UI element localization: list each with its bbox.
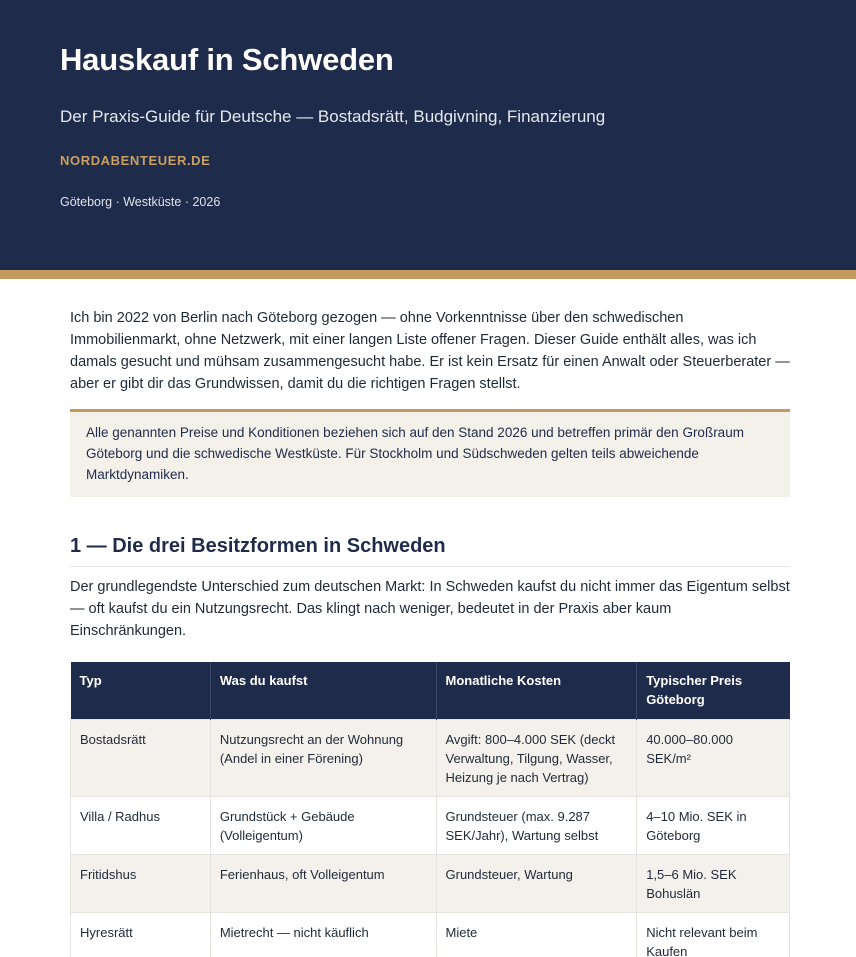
table-cell: Nutzungsrecht an der Wohnung (Andel in einer Förening) (210, 720, 436, 797)
table-cell: 4–10 Mio. SEK in Göteborg (637, 797, 790, 855)
page-subtitle: Der Praxis-Guide für Deutsche — Bostadsrätt, Budgivning, Finanzierung (60, 107, 606, 126)
info-note (70, 409, 790, 497)
table-header-cell: Typ (71, 662, 211, 720)
page-header (0, 0, 856, 270)
table-row (71, 720, 790, 797)
table-cell: Grundsteuer, Wartung (436, 855, 637, 913)
table-header-cell: Was du kaufst (210, 662, 436, 720)
ownership-table (70, 662, 790, 957)
table-row (71, 855, 790, 913)
info-note-text: Alle genannten Preise und Konditionen beziehen sich auf den Stand 2026 und betreffen primär den Großraum Göteborg und die schwedische Westküste. Für Stockholm und Südschweden gelten teils abweichende Marktdynamiken. (86, 425, 744, 482)
table-header-cell: Typischer Preis Göteborg (637, 662, 790, 720)
main-content (0, 279, 856, 957)
table-header-cell: Monatliche Kosten (436, 662, 637, 720)
table-cell: Villa / Radhus (71, 797, 211, 855)
table-cell: Avgift: 800–4.000 SEK (deckt Verwaltung, Tilgung, Wasser, Heizung je nach Vertrag) (436, 720, 637, 797)
header-divider (0, 270, 856, 279)
table-cell: Miete (436, 913, 637, 957)
table-cell: 1,5–6 Mio. SEK Bohuslän (637, 855, 790, 913)
page-title: Hauskauf in Schweden (60, 42, 394, 77)
table-cell: Bostadsrätt (71, 720, 211, 797)
table-cell: 40.000–80.000 SEK/m² (637, 720, 790, 797)
table-cell: Grundsteuer (max. 9.287 SEK/Jahr), Wartung selbst (436, 797, 637, 855)
table-cell: Ferienhaus, oft Volleigentum (210, 855, 436, 913)
brand-link[interactable]: NORDABENTEUER.DE (60, 153, 211, 168)
table-cell: Grundstück + Gebäude (Volleigentum) (210, 797, 436, 855)
table-cell: Hyresrätt (71, 913, 211, 957)
section-lead: Der grundlegendste Unterschied zum deutschen Markt: In Schweden kaufst du nicht immer das Eigentum selbst — oft kaufst du ein Nutzungsrecht. Das klingt nach weniger, bedeutet in der Praxis aber kaum Einschränkungen. (70, 579, 790, 639)
intro-paragraph: Ich bin 2022 von Berlin nach Göteborg gezogen — ohne Vorkenntnisse über den schwedischen Immobilienmarkt, ohne Netzwerk, mit einer langen Liste offener Fragen. Dieser Guide enthält alles, was ich damals gesucht und mühsam zusammengesucht habe. Er ist kein Ersatz für einen Anwalt oder Steuerberater — aber er gibt dir das Grundwissen, damit du die richtigen Fragen stellst. (70, 310, 790, 392)
table-cell: Fritidshus (71, 855, 211, 913)
table-cell: Nicht relevant beim Kaufen (637, 913, 790, 957)
table-header-row (71, 662, 790, 720)
location-meta: Göteborg · Westküste · 2026 (60, 195, 221, 209)
table-cell: Mietrecht — nicht käuflich (210, 913, 436, 957)
table-row (71, 913, 790, 957)
section-heading: 1 — Die drei Besitzformen in Schweden (70, 534, 790, 567)
table-row (71, 797, 790, 855)
